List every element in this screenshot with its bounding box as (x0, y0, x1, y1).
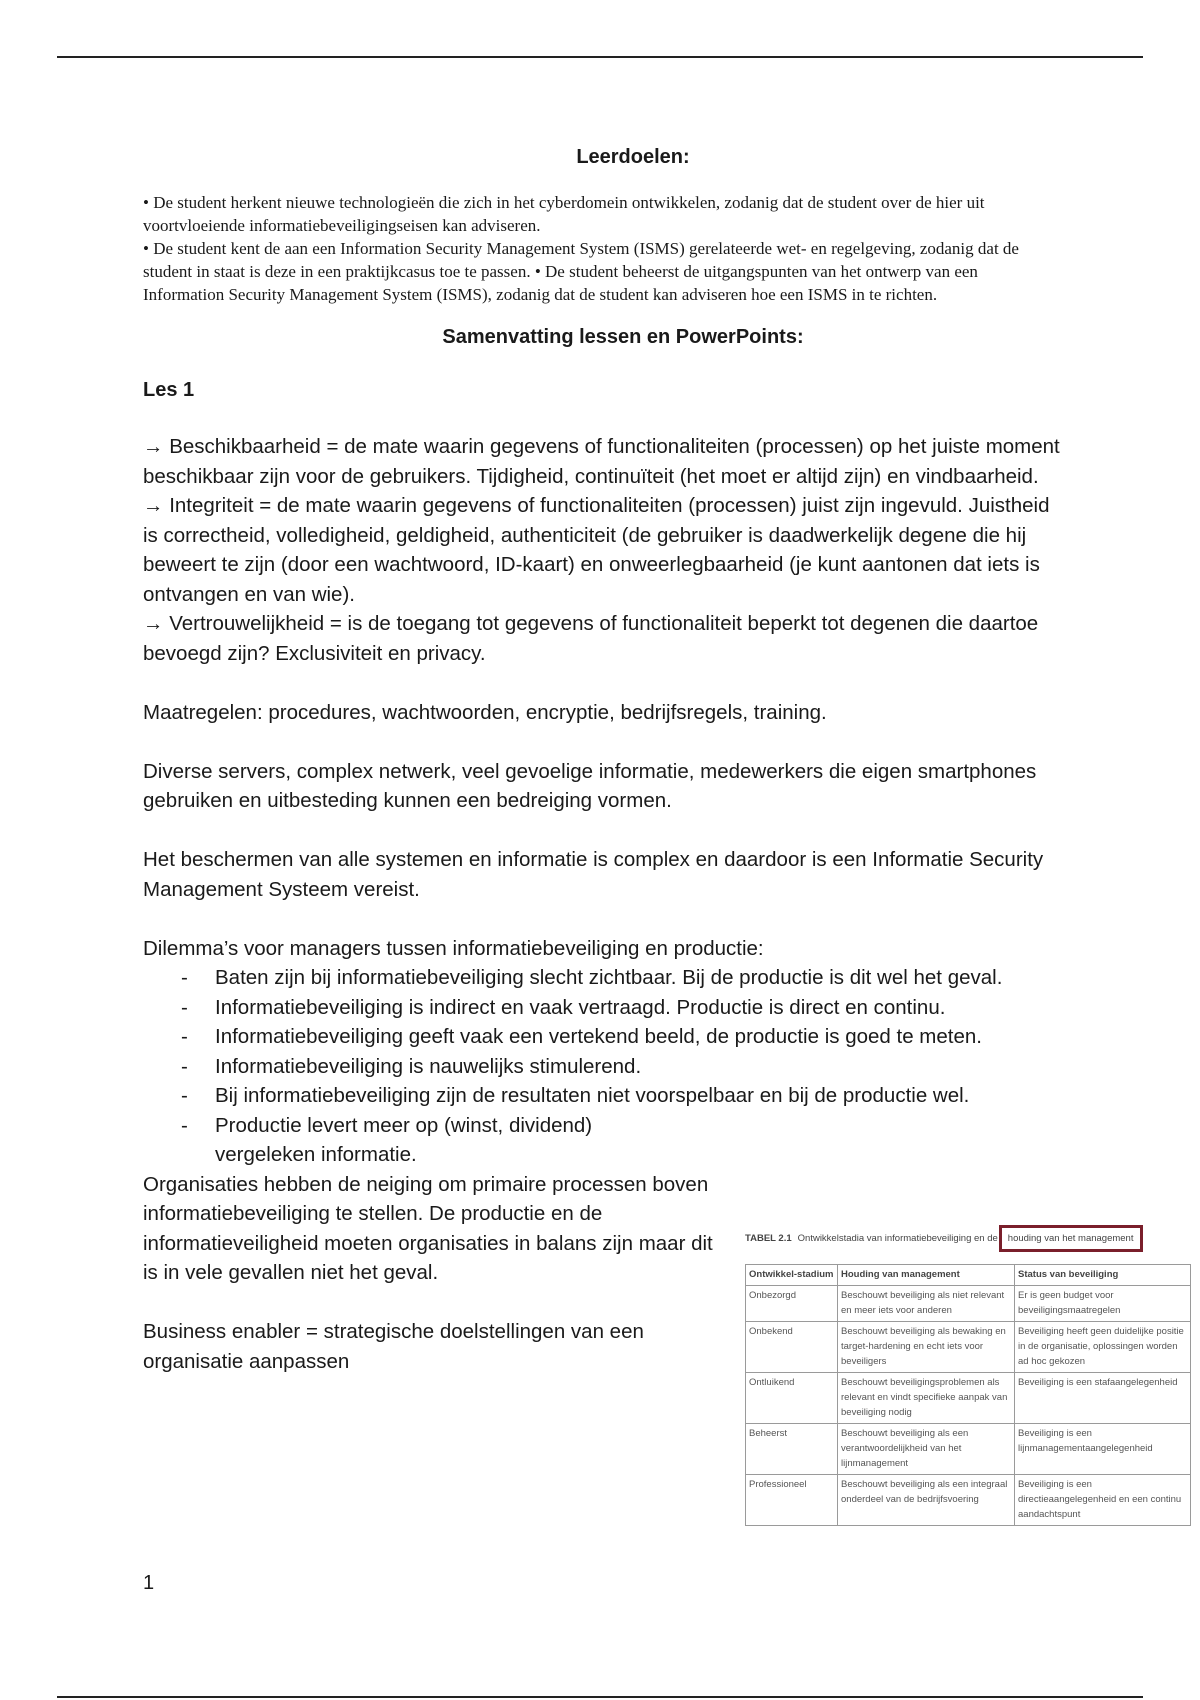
column-header: Houding van management (838, 1265, 1015, 1286)
list-item: - Productie levert meer op (winst, dividend) vergeleken informatie. (181, 1111, 605, 1170)
list-item: - Baten zijn bij informatiebeveiliging slecht zichtbaar. Bij de productie is dit wel het geval. (181, 963, 1063, 993)
definition-confidentiality: → Vertrouwelijkheid = is de toegang tot gegevens of functionaliteit beperkt tot degenen die daartoe bevoegd zijn? Exclusiviteit en privacy. (143, 612, 1039, 665)
table-header-row (746, 1265, 1191, 1286)
definition-integrity: → Integriteit = de mate waarin gegevens of functionaliteiten (processen) juist zijn ingevuld. Juistheid is correctheid, volledigheid, geldigheid, authenticiteit (de gebruiker is daadwerkelijk degene die hij beweert te zijn (door een wachtwoord, ID-kaart) en onweerlegbaarheid (je kunt aantonen dat iets is ontvangen en van wie). (143, 494, 1050, 606)
table-cell: Professioneel (746, 1475, 838, 1526)
column-header: Status van beveiliging (1015, 1265, 1191, 1286)
table-row (746, 1424, 1191, 1475)
measures-paragraph: Maatregelen: procedures, wachtwoorden, encryptie, bedrijfsregels, training. (143, 700, 827, 724)
organisations-paragraph: Organisaties hebben de neiging om primaire processen boven informatiebeveiliging te stellen. De productie en de informatieveiligheid moeten organisaties in balans zijn maar dit is in vele gevallen niet het geval. (143, 1172, 713, 1284)
lesson-heading: Les 1 (143, 379, 195, 401)
table-row (746, 1286, 1191, 1322)
table-row (746, 1373, 1191, 1424)
business-enabler-paragraph: Business enabler = strategische doelstellingen van een organisatie aanpassen (143, 1320, 644, 1373)
dilemma-list (143, 963, 1063, 1170)
learning-goals (143, 191, 1063, 306)
figure-caption (745, 1222, 1191, 1254)
threats-paragraph: Diverse servers, complex netwerk, veel gevoelige informatie, medewerkers die eigen smartphones gebruiken en uitbesteding kunnen een bedreiging vormen. (143, 759, 1037, 812)
list-item: - Bij informatiebeveiliging zijn de resultaten niet voorspelbaar en bij de productie wel. (181, 1081, 1063, 1111)
figure-number: TABEL 2.1 (745, 1232, 792, 1244)
list-item: - Informatiebeveiliging is indirect en vaak vertraagd. Productie is direct en continu. (181, 993, 1063, 1023)
table-cell: Beschouwt beveiliging als niet relevant en meer iets voor anderen (838, 1286, 1015, 1322)
page-number: 1 (143, 1572, 155, 1594)
table-row (746, 1322, 1191, 1373)
table-cell: Beschouwt beveiligingsproblemen als relevant en vindt specifieke aanpak van beveiliging nodig (838, 1373, 1015, 1424)
learning-goal-item: • De student kent de aan een Information Security Management System (ISMS) gerelateerde wet- en regelgeving, zodanig dat de student in staat is deze in een praktijkcasus toe te passen. • De student beheerst de uitgangspunten van het ontwerp van een Information Security Management System (ISMS), zodanig dat de student kan adviseren hoe een ISMS in te richten. (143, 239, 1019, 304)
learning-goal-item: • De student herkent nieuwe technologieën die zich in het cyberdomein ontwikkelen, zodanig dat de student over de hier uit voortvloeiende informatiebeveiligingseisen kan adviseren. (143, 193, 985, 235)
table-row (746, 1475, 1191, 1526)
table-cell: Beveiliging is een directieaangelegenheid en een continu aandachtspunt (1015, 1475, 1191, 1526)
table-cell: Onbekend (746, 1322, 838, 1373)
table-cell: Beheerst (746, 1424, 838, 1475)
bottom-rule (57, 1696, 1143, 1698)
table-cell: Beveiliging is een stafaangelegenheid (1015, 1373, 1191, 1424)
development-stages-table (745, 1264, 1191, 1526)
table-cell: Onbezorgd (746, 1286, 838, 1322)
column-header: Ontwikkel-stadium (746, 1265, 838, 1286)
definition-availability: → Beschikbaarheid = de mate waarin gegevens of functionaliteiten (processen) op het juiste moment beschikbaar zijn voor de gebruikers. Tijdigheid, continuïteit (het moet er altijd zijn) en vindbaarheid. (143, 435, 1060, 488)
table-cell: Er is geen budget voor beveiligingsmaatregelen (1015, 1286, 1191, 1322)
learning-goals-title: Leerdoelen: (576, 146, 690, 168)
table-cell: Beveiliging is een lijnmanagementaangelegenheid (1015, 1424, 1191, 1475)
table-cell: Beveiliging heeft geen duidelijke positie in de organisatie, oplossingen worden ad hoc gekozen (1015, 1322, 1191, 1373)
figure-caption-highlight: houding van het management (999, 1225, 1143, 1252)
summary-title: Samenvatting lessen en PowerPoints: (442, 326, 804, 348)
table-cell: Beschouwt beveiliging als bewaking en target-hardening en echt iets voor beveiligers (838, 1322, 1015, 1373)
table-cell: Ontluikend (746, 1373, 838, 1424)
top-rule (57, 56, 1143, 58)
list-item: - Informatiebeveiliging geeft vaak een vertekend beeld, de productie is goed te meten. (181, 1022, 1063, 1052)
development-stages-figure (745, 1222, 1191, 1526)
table-cell: Beschouwt beveiliging als een verantwoordelijkheid van het lijnmanagement (838, 1424, 1015, 1475)
table-cell: Beschouwt beveiliging als een integraal onderdeel van de bedrijfsvoering (838, 1475, 1015, 1526)
isms-paragraph: Het beschermen van alle systemen en informatie is complex en daardoor is een Informatie Security Management Systeem vereist. (143, 848, 1044, 901)
document-page (143, 140, 1063, 1376)
dilemma-intro: Dilemma’s voor managers tussen informatiebeveiliging en productie: (143, 936, 764, 960)
figure-caption-text: Ontwikkelstadia van informatiebeveiliging en de (797, 1232, 998, 1244)
list-item: - Informatiebeveiliging is nauwelijks stimulerend. (181, 1052, 1063, 1082)
